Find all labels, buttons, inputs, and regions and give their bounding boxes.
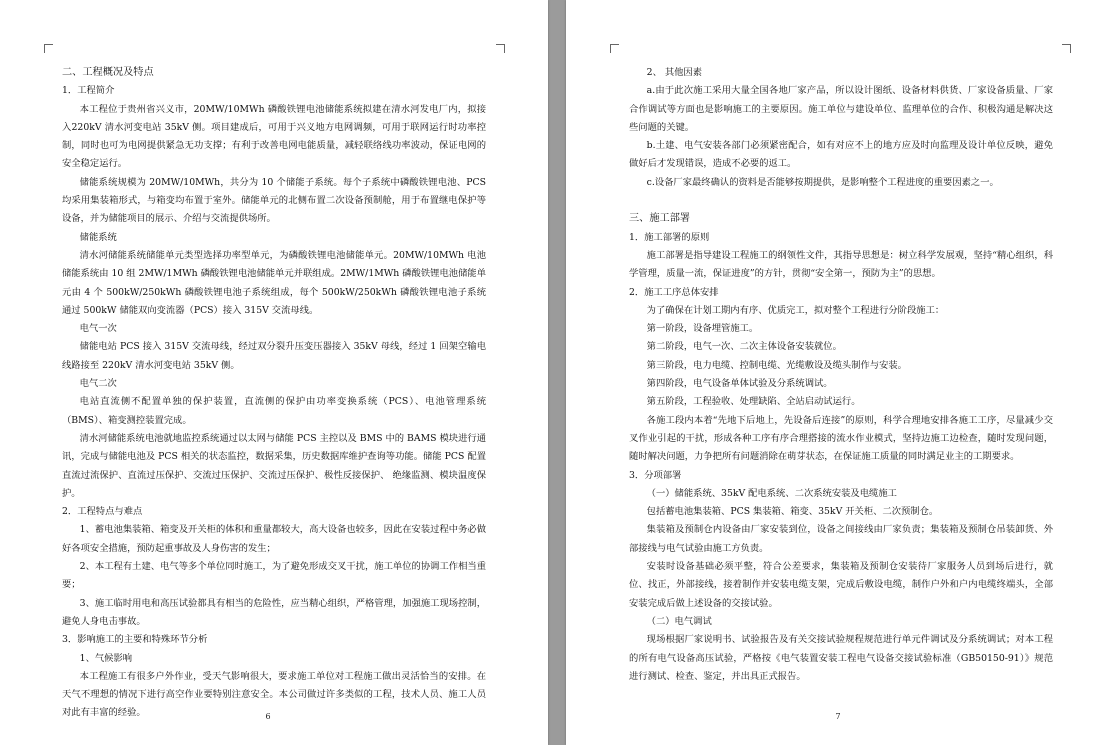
page-left-content bbox=[62, 64, 486, 723]
body-paragraph: 电站直流侧不配置单独的保护装置，直流侧的保护由功率变换系统（PCS）、电池管理系统（BMS）、箱变测控装置完成。 bbox=[62, 396, 486, 426]
phase-item: 第二阶段，电气一次、二次主体设备安装就位。 bbox=[646, 341, 842, 353]
body-paragraph: 集装箱及预制仓内设备由厂家安装到位，设备之间接线由厂家负责；集装箱及预制仓吊装卸货、外部接线与电气试验由施工方负责。 bbox=[629, 524, 1053, 554]
body-paragraph: a.由于此次施工采用大量全国各地厂家产品，所以设计图纸、设备材料供货、厂家设备质量、厂家合作调试等方面也是影响施工的主要原因。施工单位与建设单位、监理单位的合作、积极沟通是解决这些问题的关键。 bbox=[629, 85, 1053, 133]
sub-heading: 2、 其他因素 bbox=[646, 67, 703, 78]
sub-heading: 储能系统 bbox=[79, 231, 117, 243]
phase-item: 第四阶段，电气设备单体试验及分系统调试。 bbox=[646, 378, 833, 390]
document-page-left bbox=[0, 0, 548, 745]
body-paragraph: 3、施工临时用电和高压试验都具有相当的危险性，应当精心组织，严格管理，加强施工现场控制，避免人身电击事故。 bbox=[62, 597, 486, 627]
sub-heading: 1、气候影响 bbox=[79, 652, 133, 664]
body-paragraph: 现场根据厂家说明书、试验报告及有关交接试验规程规范进行单元件调试及分系统调试；对本工程的所有电气设备高压试验，严格按《电气装置安装工程电气设备交接试验标准（GB50150-91）》规范进行测试、检查、鉴定，并出具正式报告。 bbox=[629, 634, 1053, 682]
body-paragraph: 储能电站 PCS 接入 315V 交流母线，经过双分裂升压变压器接入 35kV 母线，经过 1 回架空输电线路接至 220kV 清水河变电站 35kV 侧。 bbox=[62, 341, 486, 371]
body-paragraph: 施工部署是指导建设工程施工的纲领性文件，其指导思想是：树立科学发展观，坚持“精心组织，科学管理，质量一流，保证进度”的方针，贯彻“安全第一，预防为主”的思想。 bbox=[629, 249, 1053, 280]
subsection-heading: 2．施工工序总体安排 bbox=[629, 286, 719, 298]
body-paragraph: 为了确保在计划工期内有序、优质完工，拟对整个工程进行分阶段施工： bbox=[646, 304, 945, 316]
sub-heading: 电气一次 bbox=[79, 323, 117, 335]
subsection-heading: 1．施工部署的原则 bbox=[629, 231, 710, 243]
crop-mark bbox=[610, 44, 619, 53]
subsection-heading: 1．工程简介 bbox=[62, 85, 115, 97]
body-paragraph: 2、本工程有土建、电气等多个单位同时施工，为了避免形成交叉干扰，施工单位的协调工作相当重要； bbox=[62, 561, 486, 591]
body-paragraph: 清水河储能系统储能单元类型选择功率型单元，为磷酸铁锂电池储能单元。20MW/10MWh 电池储能系统由 10 组 2MW/1MWh 磷酸铁锂电池储能单元并联组成。2MW/1MWh 磷酸铁锂电池储能单元由 4 个 500kW/250kWh 磷酸铁锂电池子系统组成，每个 500kW/250kWh 磷酸铁锂电池子系统通过 500kW 储能双向变流器（PCS）接入 315V 交流母线。 bbox=[62, 249, 486, 316]
body-paragraph: 本工程施工有很多户外作业，受天气影响很大，要求施工单位对工程施工做出灵活恰当的安排。在天气不理想的情况下进行高空作业要特别注意安全。本公司做过许多类似的工程，技术人员、施工人员对此有丰富的经验。 bbox=[62, 670, 486, 719]
document-page-right bbox=[566, 0, 1114, 745]
body-paragraph: c.设备厂家最终确认的资料是否能够按期提供，是影响整个工程进度的重要因素之一。 bbox=[646, 176, 999, 188]
crop-mark bbox=[1062, 44, 1071, 53]
body-paragraph: 清水河储能系统电池就地监控系统通过以太网与储能 PCS 主控以及 BMS 中的 BAMS 模块进行通讯，完成与储能电池及 PCS 相关的状态监控，数据采集，历史数据库维护查询等功能。储能 PCS 配置直流过流保护、直流过压保护、交流过压保护、交流过压保护、极性反接保护、 绝缘监测、模块温度保护。 bbox=[62, 432, 486, 499]
crop-mark bbox=[44, 44, 53, 53]
body-paragraph: b.土建、电气安装各部门必须紧密配合，如有对应不上的地方应及时向监理及设计单位反映，避免做好后才发现错误，造成不必要的返工。 bbox=[629, 140, 1053, 170]
section-heading: 二、工程概况及特点 bbox=[62, 67, 154, 78]
sub-heading: （一）储能系统、35kV 配电系统、二次系统安装及电缆施工 bbox=[646, 487, 897, 499]
phase-item: 第三阶段，电力电缆、控制电缆、光缆敷设及缆头制作与安装。 bbox=[646, 359, 907, 371]
sub-heading: （二）电气调试 bbox=[646, 615, 712, 627]
body-paragraph: 包括蓄电池集装箱、PCS 集装箱、箱变、35kV 开关柜、二次预制仓。 bbox=[646, 506, 939, 518]
body-paragraph: 安装时设备基础必须平整，符合公差要求，集装箱及预制仓安装待厂家服务人员到场后进行，就位、找正，外部接线，接着制作并安装电缆支架，完成后敷设电缆，制作户外和户内电缆终端头，全部安装完成后做上述设备的交接试验。 bbox=[629, 561, 1053, 609]
body-paragraph: 储能系统规模为 20MW/10MWh，共分为 10 个储能子系统。每个子系统中磷酸铁锂电池、PCS 均采用集装箱形式，与箱变均布置于室外。储能单元的北侧布置二次设备预制舱，用于布置继电保护等设备，并为储能项目的展示、介绍与交流提供场所。 bbox=[62, 176, 486, 225]
subsection-heading: 3．影响施工的主要和特殊环节分析 bbox=[62, 634, 208, 646]
crop-mark bbox=[496, 44, 505, 53]
page-right-content bbox=[629, 64, 1053, 686]
page-number: 7 bbox=[835, 712, 841, 721]
body-paragraph: 1、蓄电池集装箱、箱变及开关柜的体积和重量都较大，高大设备也较多，因此在安装过程中务必做好各项安全措施，预防起重事故及人身伤害的发生； bbox=[62, 524, 486, 554]
body-paragraph: 本工程位于贵州省兴义市，20MW/10MWh 磷酸铁锂电池储能系统拟建在清水河发电厂内，拟接入220kV 清水河变电站 35kV 侧。项目建成后，可用于兴义地方电网调频，可用于联网运行时功率控制，同时也可为电网提供紧急无功支撑；有利于改善电网电能质量，减轻联络线功率波动，保证电网的安全稳定运行。 bbox=[62, 103, 486, 170]
subsection-heading: 2．工程特点与难点 bbox=[62, 506, 143, 518]
phase-item: 第一阶段，设备埋管施工。 bbox=[646, 323, 759, 335]
subsection-heading: 3．分项部署 bbox=[629, 469, 682, 481]
section-heading: 三、施工部署 bbox=[629, 213, 691, 225]
phase-item: 第五阶段，工程验收、处理缺陷、全站启动试运行。 bbox=[646, 396, 861, 408]
body-paragraph: 各施工段内本着“先地下后地上，先设备后连接”的原则，科学合理地安排各施工工序，尽量减少交叉作业引起的干扰，形成各种工序有序合理搭接的流水作业模式，坚持边施工边检查，随时发现问题，随时解决问题，力争把所有问题消除在萌芽状态，在保证施工质量的同时满足业主的工期要求。 bbox=[629, 414, 1053, 463]
sub-heading: 电气二次 bbox=[79, 378, 117, 390]
page-number: 6 bbox=[265, 712, 271, 721]
